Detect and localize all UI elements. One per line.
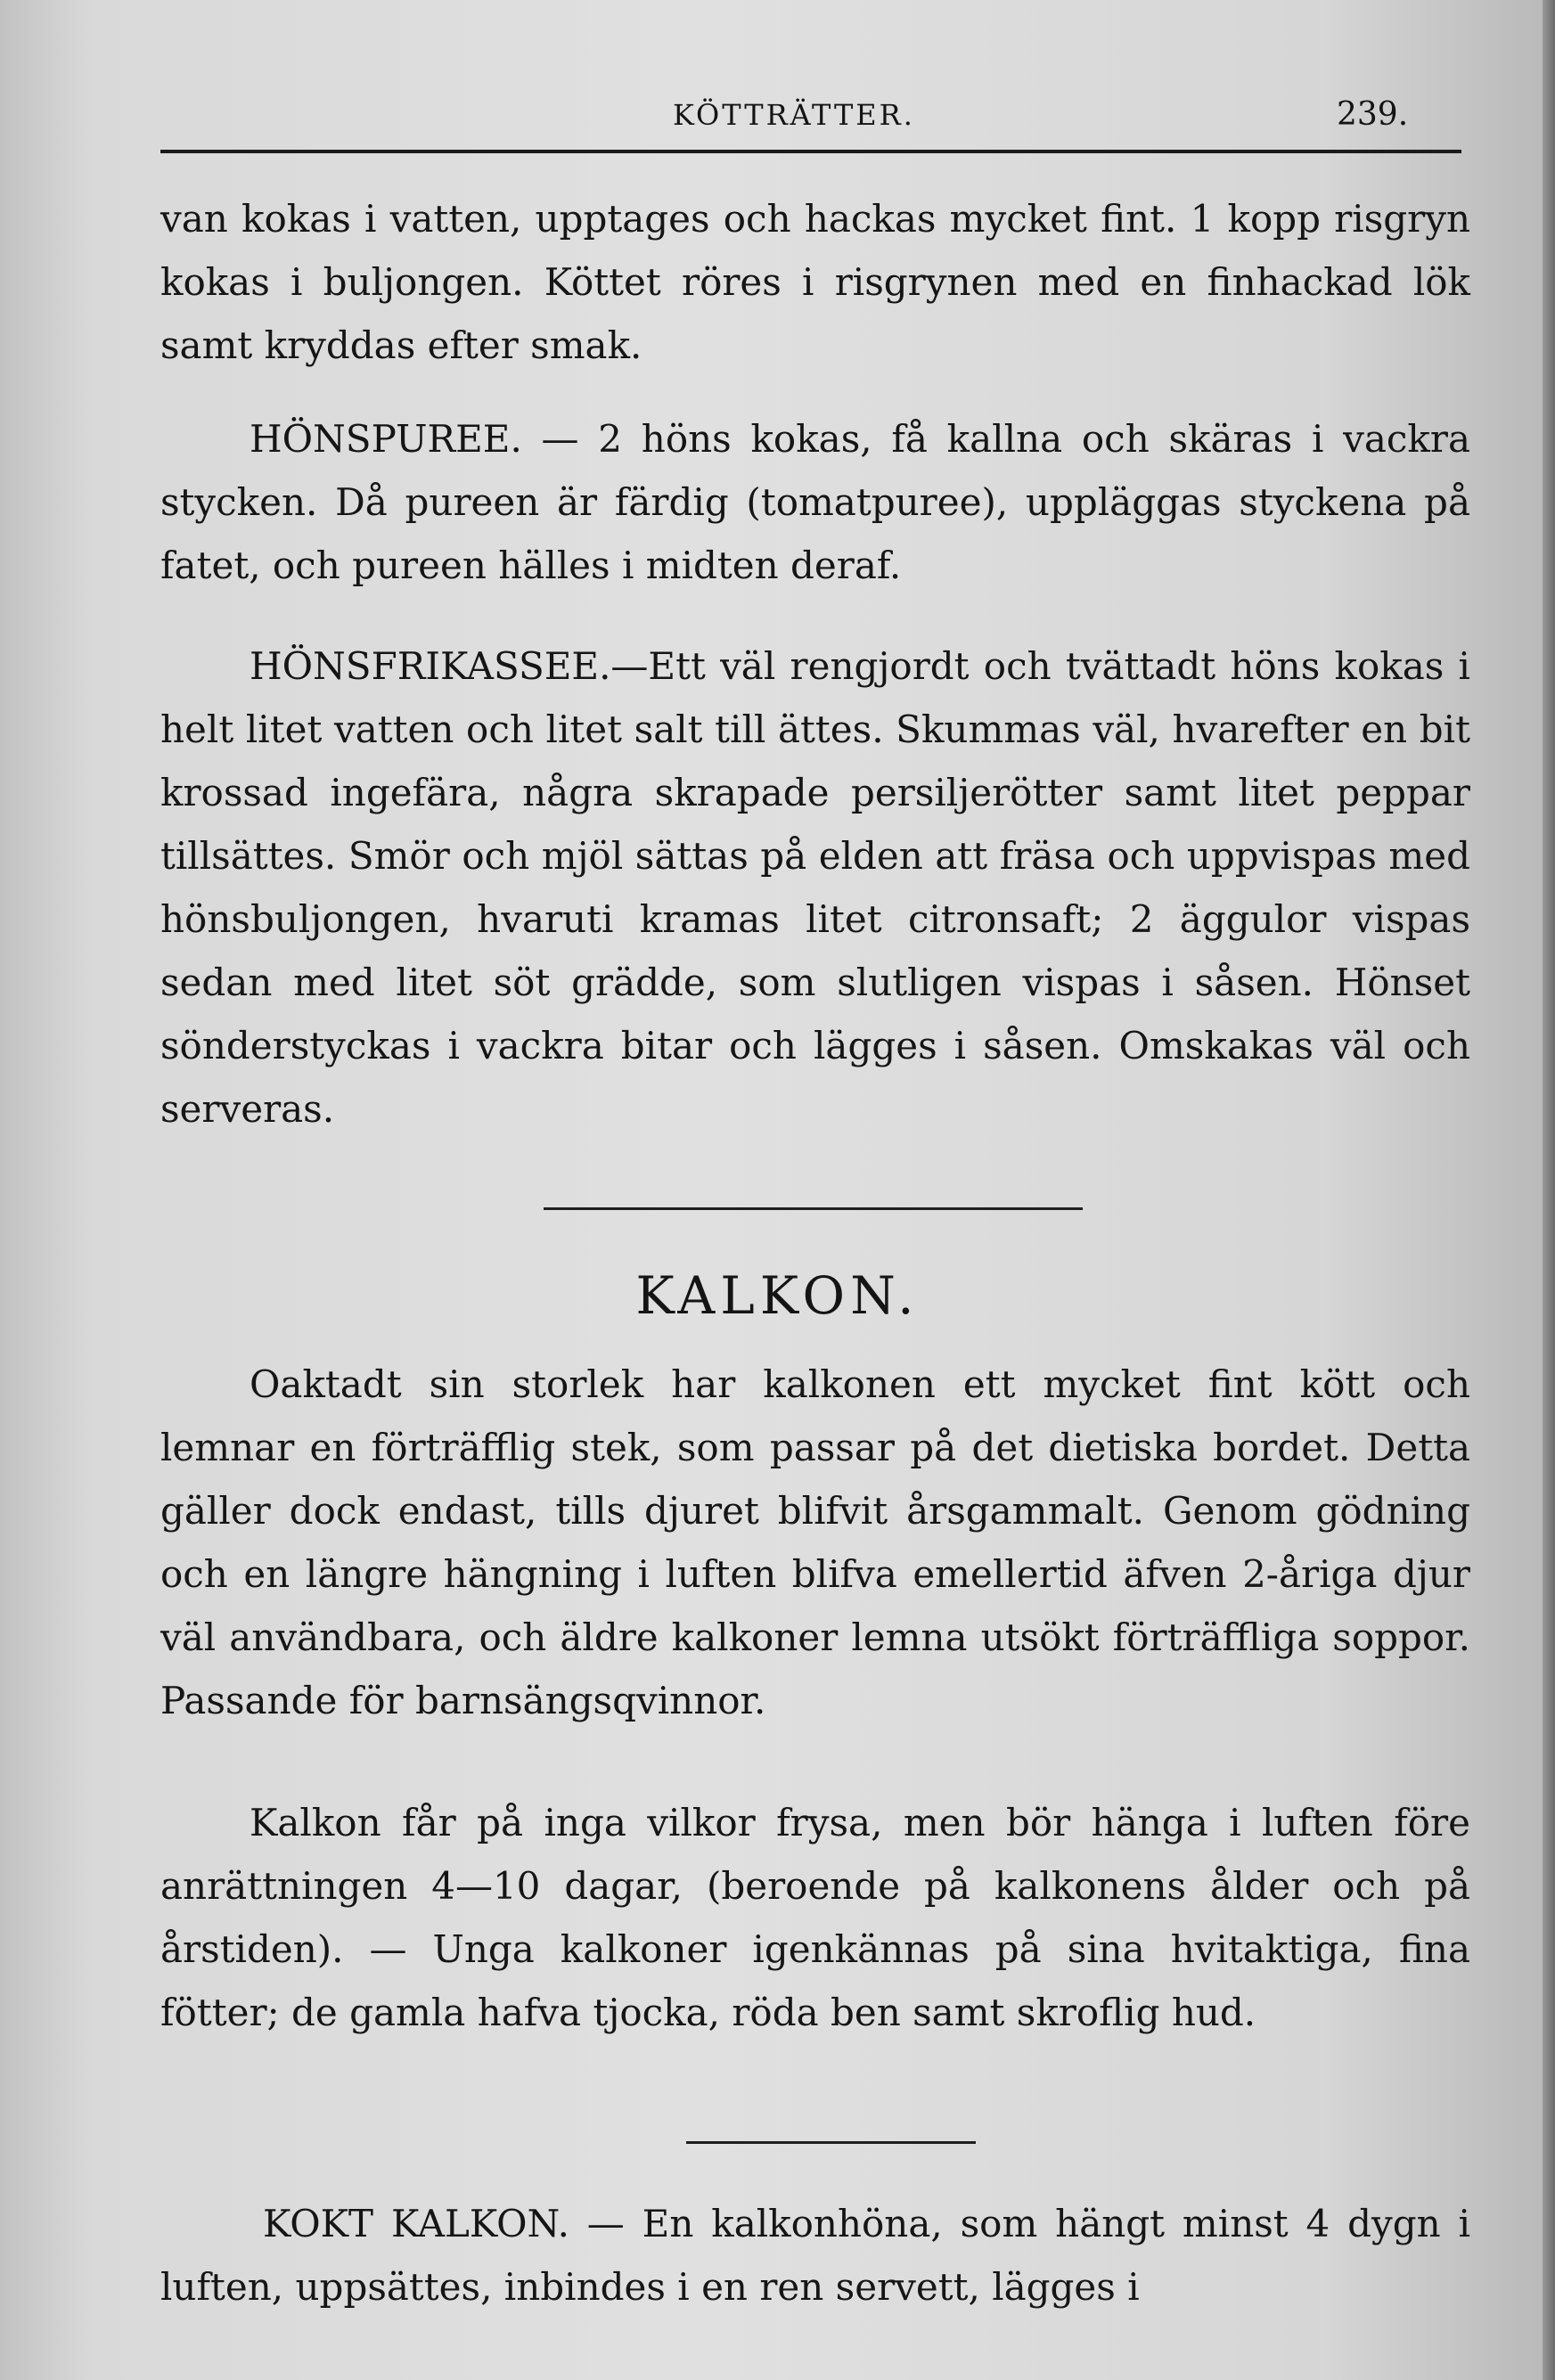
page-number: 239. [1337, 96, 1409, 133]
paragraph-honsfrikassee: HÖNSFRIKASSEE.—Ett väl rengjordt och tvättadt höns kokas i helt litet vatten och litet salt till ättes. Skummas väl, hvarefter en bit krossad ingefära, några skrapade persiljerötter samt litet peppar tillsättes. Smör och mjöl sättas på elden att fräsa och uppvispas med hönsbuljongen, hvaruti kramas litet citronsaft; 2 äggulor vispas sedan med litet söt grädde, som slutligen vispas i såsen. Hönset sönderstyckas i vackra bitar och lägges i såsen. Omskakas väl och serveras. [160, 644, 1470, 1131]
paragraph-honspuree: HÖNSPUREE. — 2 höns kokas, få kallna och skäras i vackra stycken. Då pureen är färdig (tomatpuree), uppläggas styckena på fatet, och pureen hälles i midten deraf. [160, 417, 1470, 587]
recipe-divider [686, 2141, 976, 2144]
page-edge-shadow [1543, 0, 1555, 2380]
running-header-title: KÖTTRÄTTER. [673, 98, 915, 132]
paragraph-kalkon-intro: Oaktadt sin storlek har kalkonen ett mycket fint kött och lemnar en förträfflig stek, som passar på det dietiska bordet. Detta gäller dock endast, tills djuret blifvit årsgammalt. Genom gödning och en längre hängning i luften blifva emellertid äfven 2-åriga djur väl användbara, och äldre kalkoner lemna utsökt förträffliga soppor. Passande för barnsängsqvinnor. [160, 1362, 1470, 1722]
header-rule [160, 150, 1461, 153]
section-divider [544, 1207, 1083, 1210]
section-title-kalkon: KALKON. [635, 1265, 920, 1326]
paragraph-continuation: van kokas i vatten, upptages och hackas mycket fint. 1 kopp risgryn kokas i buljongen. Köttet röres i risgrynen med en finhackad lök samt kryddas efter smak. [160, 197, 1470, 367]
paragraph-kalkon-storage: Kalkon får på inga vilkor frysa, men bör hänga i luften före anrättningen 4—10 dagar, (beroende på kalkonens ålder och på årstiden). — Unga kalkoner igenkännas på sina hvitaktiga, fina fötter; de gamla hafva tjocka, röda ben samt skroflig hud. [160, 1801, 1470, 2034]
paragraph-kokt-kalkon: KOKT KALKON. — En kalkonhöna, som hängt minst 4 dygn i luften, uppsättes, inbindes i en ren servett, lägges i [160, 2202, 1470, 2309]
